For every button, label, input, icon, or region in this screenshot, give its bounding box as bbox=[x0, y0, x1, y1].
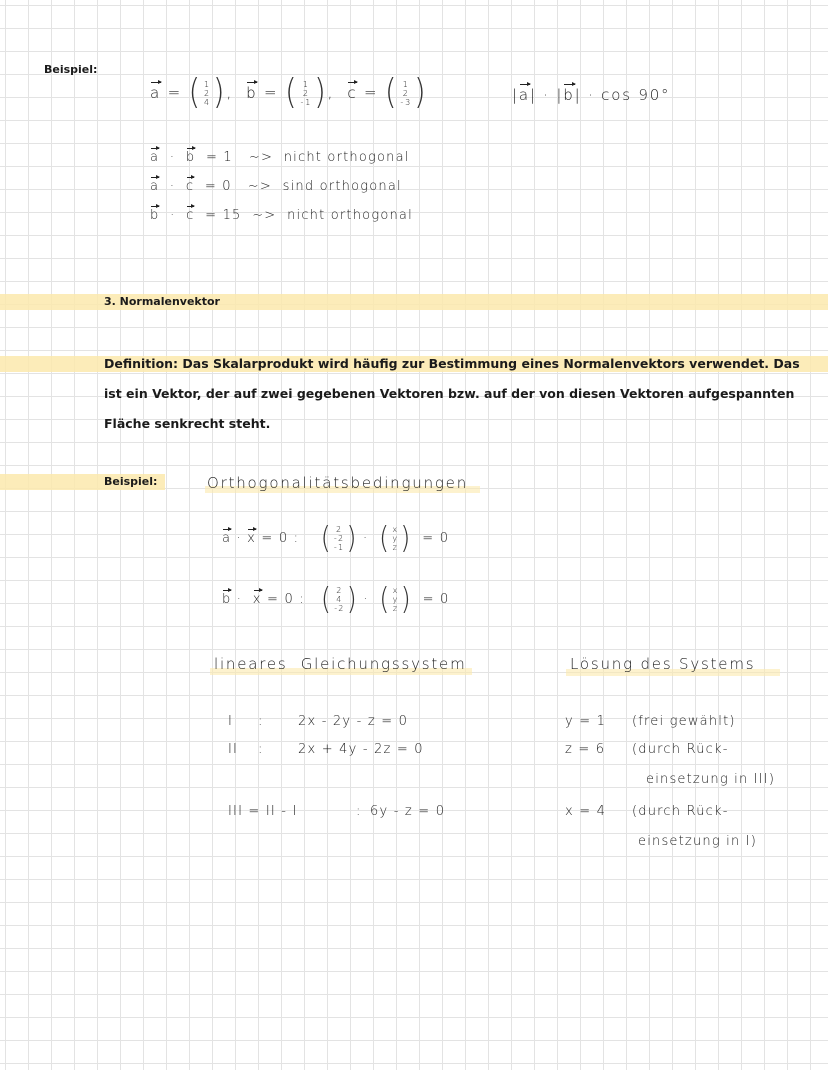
solution-heading: Lösung des Systems bbox=[570, 655, 756, 673]
condition-a-vector: ( 2 -2 -1 ) bbox=[320, 521, 358, 556]
section-title: 3. Normalenvektor bbox=[104, 295, 220, 308]
condition-b-x-vector: ( x y z ) bbox=[379, 582, 412, 617]
condition-a-x-vector: ( x y z ) bbox=[379, 521, 412, 556]
product-row-ac: a · c = 0 ~> sind orthogonal bbox=[150, 179, 402, 194]
example2-label: Beispiel: bbox=[104, 475, 158, 488]
orthogonality-heading: Orthogonalitätsbedingungen bbox=[207, 474, 469, 492]
product-row-ab: a · b = 1 ~> nicht orthogonal bbox=[150, 150, 410, 165]
solution-z: z = 6 bbox=[565, 742, 606, 757]
equation-1-sep: : bbox=[258, 714, 264, 729]
equation-2: 2x + 4y - 2z = 0 bbox=[298, 742, 424, 757]
condition-b: b · x = 0 : ( 2 4 -2 ) · ( x y z ) = 0 bbox=[222, 582, 450, 617]
condition-a: a · x = 0 : ( 2 -2 -1 ) · ( x y z ) = 0 bbox=[222, 521, 450, 556]
example-label: Beispiel: bbox=[44, 63, 98, 76]
equation-1: 2x - 2y - z = 0 bbox=[298, 714, 409, 729]
equation-2-sep: : bbox=[258, 742, 264, 757]
solution-y-note: (frei gewählt) bbox=[632, 714, 736, 729]
vector-a: ( 1 2 4 ) bbox=[188, 72, 227, 113]
solution-x-note: (durch Rück- bbox=[632, 804, 729, 819]
equation-3-roman: III = II - I bbox=[228, 804, 298, 819]
dot-product-formula: |a| · |b| · cos 90° bbox=[512, 86, 671, 104]
vector-definitions: a = ( 1 2 4 ) , b = ( 1 2 -1 ) , c = ( 1 2 -3 ) bbox=[150, 72, 428, 113]
product-row-bc: b · c = 15 ~> nicht orthogonal bbox=[150, 208, 413, 223]
equation-3: 6y - z = 0 bbox=[370, 804, 446, 819]
solution-z-note2: einsetzung in III) bbox=[646, 772, 776, 787]
vector-c-name: c bbox=[347, 83, 358, 102]
solution-x: x = 4 bbox=[565, 804, 607, 819]
definition-text: Definition: Das Skalarprodukt wird häufig zur Bestimmung eines Normalenvektors verwendet. Das ist ein Vektor, der auf zwei gegebenen Vektoren bzw. auf der von diesen Vektoren aufgespannten Fläche senkrecht steht. bbox=[104, 356, 800, 431]
solution-z-note: (durch Rück- bbox=[632, 742, 729, 757]
equation-3-sep: : bbox=[356, 804, 362, 819]
vector-b: ( 1 2 -1 ) bbox=[285, 72, 328, 113]
system-heading: lineares Gleichungssystem bbox=[214, 655, 467, 673]
solution-y: y = 1 bbox=[565, 714, 607, 729]
equation-2-roman: II bbox=[228, 742, 239, 757]
equation-1-roman: I bbox=[228, 714, 234, 729]
vector-a-name: a bbox=[150, 83, 161, 102]
solution-x-note2: einsetzung in I) bbox=[638, 834, 758, 849]
vector-c: ( 1 2 -3 ) bbox=[384, 72, 428, 113]
condition-b-vector: ( 2 4 -2 ) bbox=[320, 582, 358, 617]
vector-b-name: b bbox=[246, 83, 258, 102]
